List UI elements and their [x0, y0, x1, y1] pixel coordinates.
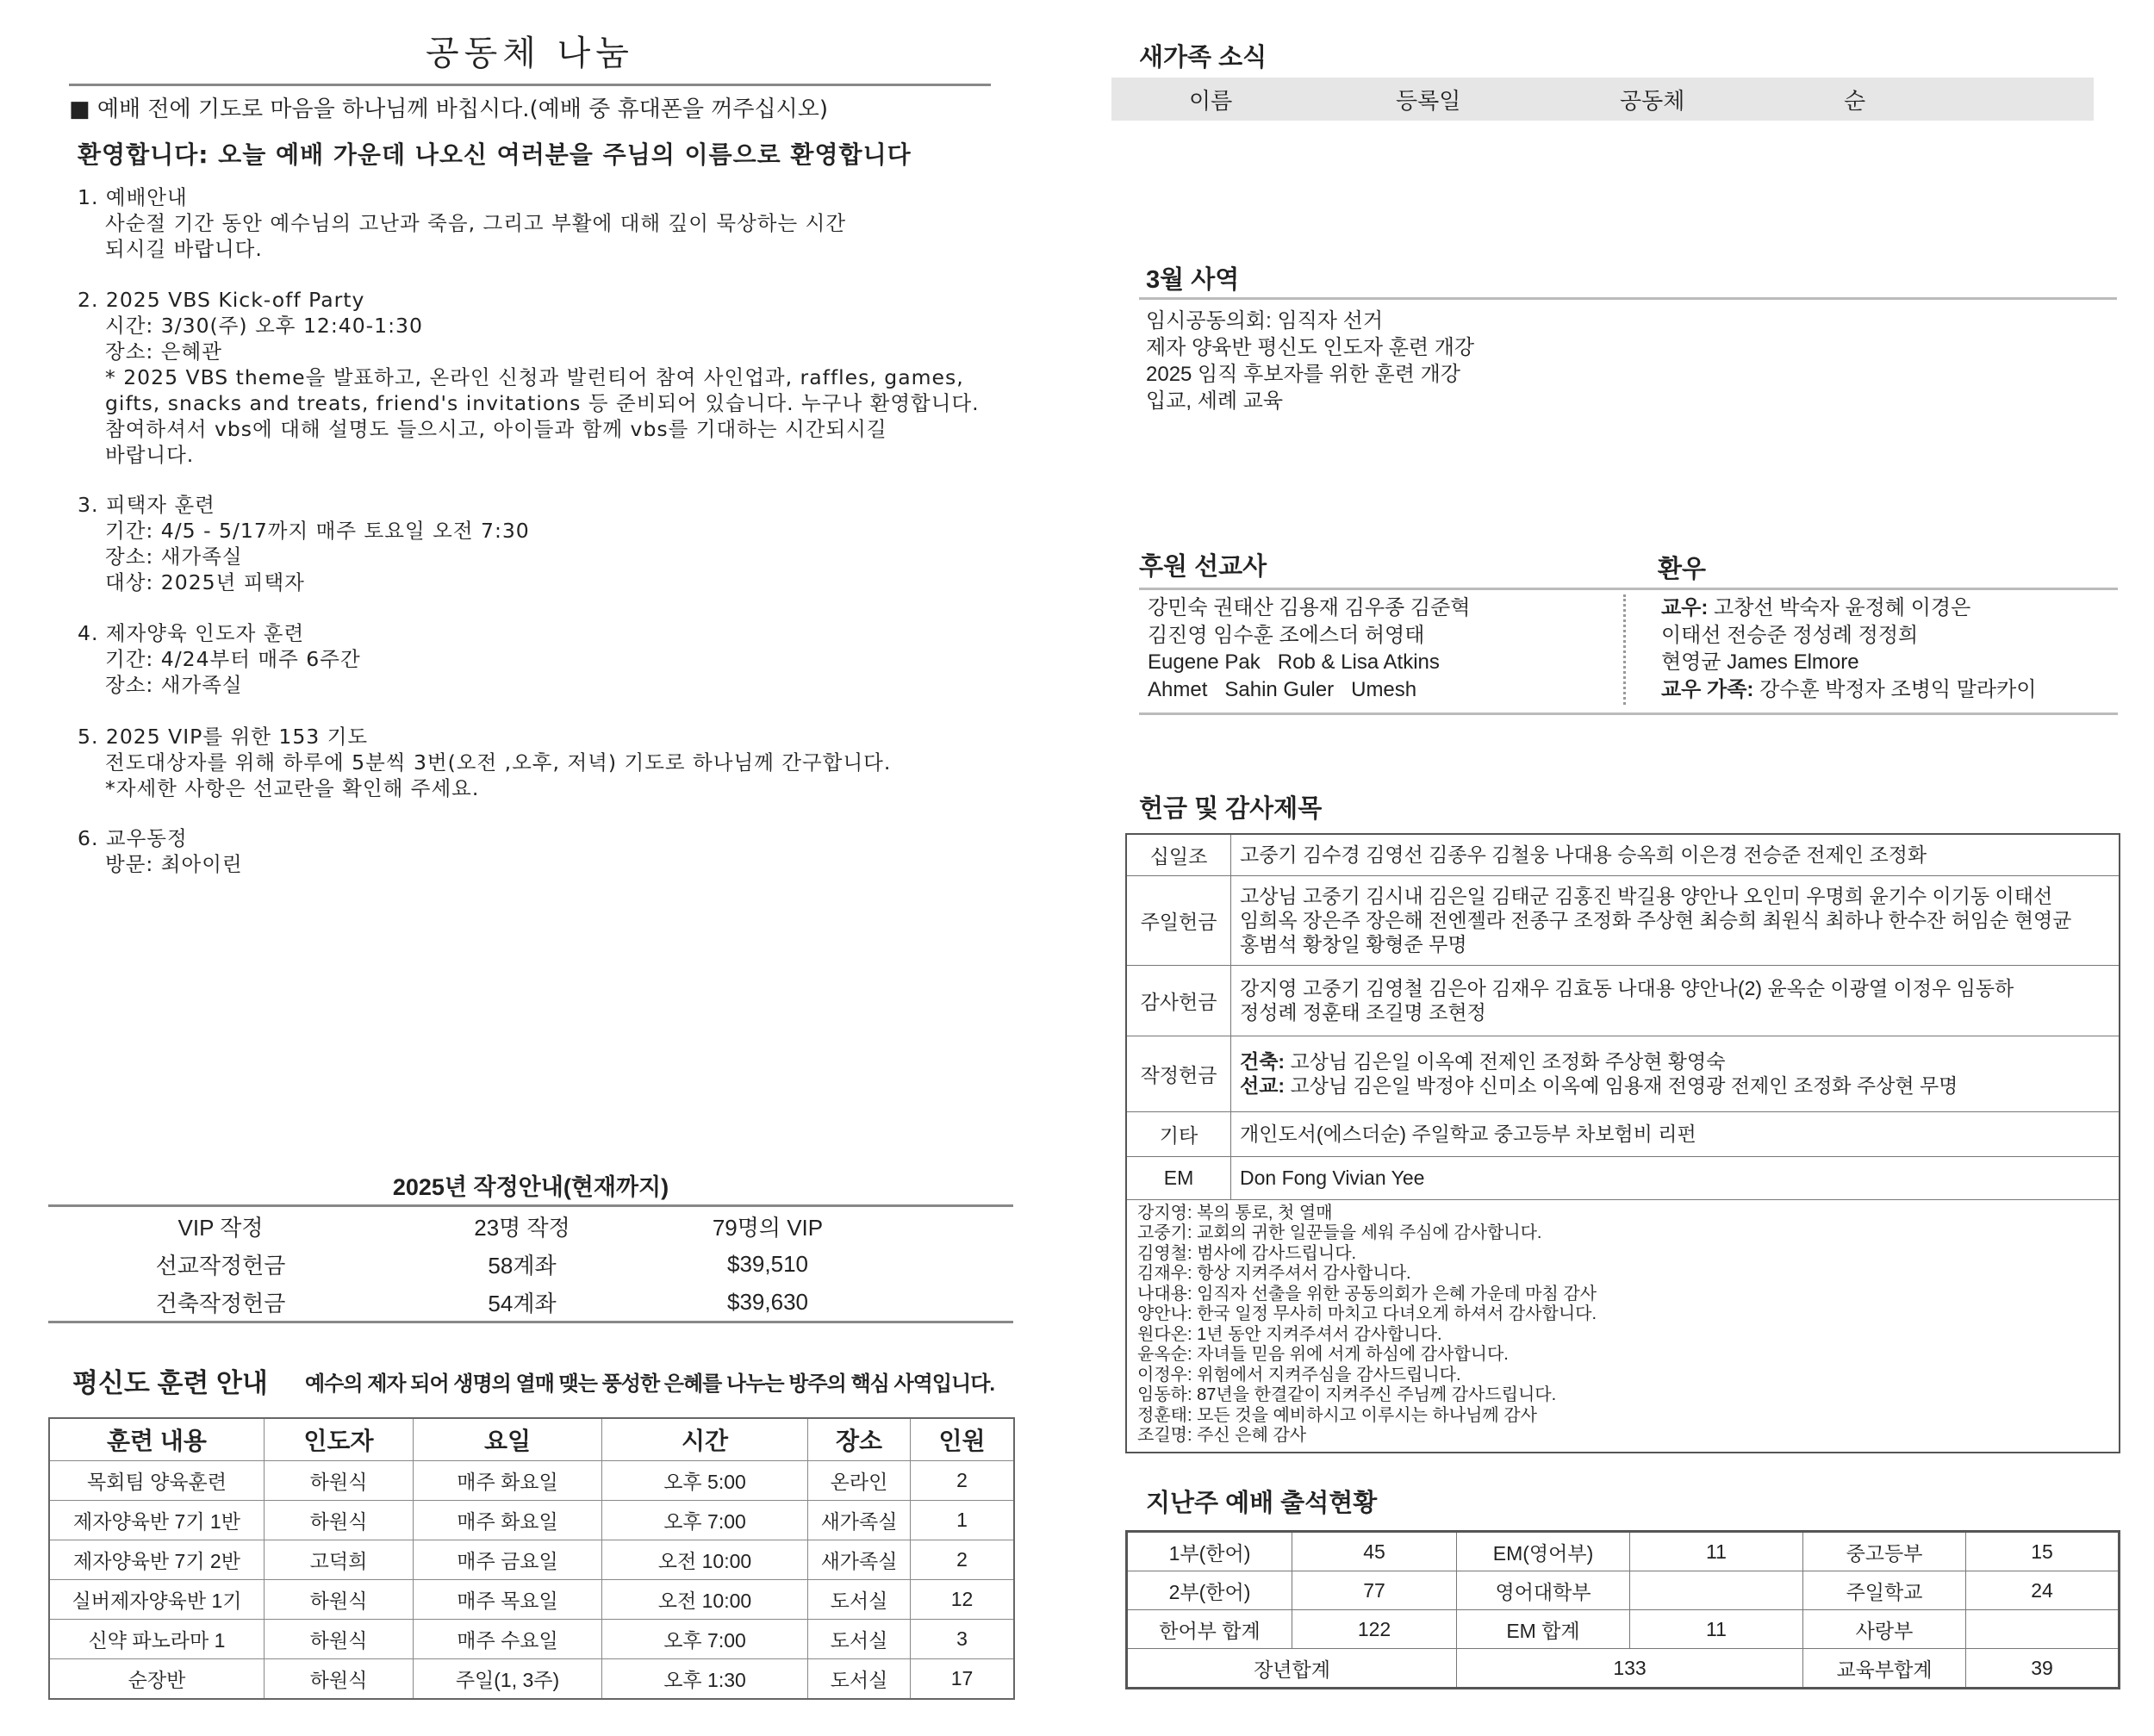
announcement-3: 3. 피택자 훈련 기간: 4/5 - 5/17까지 매주 토요일 오전 7:30 장소: 새가족실 대상: 2025년 피택자 — [78, 493, 530, 594]
table-row: 실버제자양육반 1기 하원식 매주 목요일 오전 10:00 도서실 12 — [49, 1580, 1014, 1620]
training-subtitle: 예수의 제자 되어 생명의 열매 맺는 풍성한 은혜를 나누는 방주의 핵심 사역입니다. — [305, 1372, 995, 1396]
table-row: 한어부 합계 122 EM 합계 11 사랑부 — [1127, 1610, 2120, 1649]
new-family-title: 새가족 소식 — [1139, 44, 1267, 72]
table-row: EM Don Fong Vivian Yee — [1126, 1156, 2120, 1199]
offerings-title: 헌금 및 감사제목 — [1139, 795, 1323, 823]
attendance-table — [1125, 1530, 2120, 1689]
table-row: 제자양육반 7기 1반 하원식 매주 화요일 오후 7:00 새가족실 1 — [49, 1501, 1014, 1540]
table-row: 제자양육반 7기 2반 고덕희 매주 금요일 오전 10:00 새가족실 2 — [49, 1540, 1014, 1580]
table-row: 2부(한어) 77 영어대학부 주일학교 24 — [1127, 1571, 2120, 1610]
table-row: 감사헌금 강지영 고중기 김영철 김은아 김재우 김효동 나대용 양안나(2) 윤옥순 이광열 이정우 임동하 정성례 정훈태 조길명 조현정 — [1126, 965, 2120, 1036]
table-row: 목회팀 양육훈련 하원식 매주 화요일 오후 5:00 온라인 2 — [49, 1461, 1014, 1501]
table-row: 기타 개인도서(에스더순) 주일학교 중고등부 차보험비 리펀 — [1126, 1111, 2120, 1156]
page-title: 공동체 나눔 — [69, 26, 991, 86]
announcement-5: 5. 2025 VIP를 위한 153 기도 전도대상자를 위해 하루에 5분씩 3번(오전 ,오후, 저녁) 기도로 하나님께 간구합니다. *자세한 사항은 선교란을 확인해 주세요. — [78, 725, 892, 800]
table-row: 십일조 고중기 김수경 김영선 김종우 김철웅 나대용 승옥희 이은경 전승준 전제인 조정화 — [1126, 834, 2120, 875]
table-row: 신약 파노라마 1 하원식 매주 수요일 오후 7:00 도서실 3 — [49, 1620, 1014, 1659]
march-ministry-list: 임시공동의회: 임직자 선거 제자 양육반 평신도 인도자 훈련 개강 2025 임직 후보자를 위한 훈련 개강 입교, 세례 교육 — [1146, 309, 1475, 413]
missionaries-list: 강민숙 권태산 김용재 김우종 김준혁 김진영 임수훈 조에스더 허영태 Eugene Pak Rob & Lisa Atkins Ahmet Sahin Guler Umesh — [1148, 596, 1471, 701]
patients-title: 환우 — [1658, 556, 1707, 583]
pledge-row: VIP 작정 23명 작정 79명의 VIP — [177, 1214, 824, 1241]
table-row: 장년합계 133 교육부합계 39 — [1127, 1649, 2120, 1689]
announcement-4: 4. 제자양육 인도자 훈련 기간: 4/24부터 매주 6주간 장소: 새가족실 — [78, 621, 361, 697]
divider — [1139, 297, 2117, 300]
march-ministry-title: 3월 사역 — [1146, 266, 1240, 294]
worship-notice: ■ 예배 전에 기도로 마음을 하나님께 바칩시다.(예배 중 휴대폰을 꺼주십시오) — [69, 96, 828, 122]
announcement-2: 2. 2025 VBS Kick-off Party 시간: 3/30(주) 오후 12:40-1:30 장소: 은혜관 * 2025 VBS theme을 발표하고, 온라인 신청과 발런티어 참여 사인업과, raffles, games, gifts, snacks and treats, friend's invitations 등 준비되어 있습니다. 누구나 환영합니다. 참여하셔서 vbs에 대해 설명도 들으시고, 아이들과 함께 vbs를 기대하는 시간되시길 바랍니다. — [78, 288, 980, 467]
announcement-6: 6. 교우동정 방문: 최아이린 — [78, 826, 243, 876]
table-row: 주일헌금 고상님 고중기 김시내 김은일 김태군 김홍진 박길용 양안나 오인미 우명희 윤기수 이기동 이태선 임희옥 장은주 장은해 전엔젤라 전종구 조정화 주상현 최승희 최원식 최하나 한수잔 허임순 현영균 홍범석 황창일 황형준 무명 — [1126, 875, 2120, 965]
pledge-row: 선교작정헌금 58계좌 $39,510 — [155, 1250, 808, 1279]
thanks-notes-row: 강지영: 복의 통로, 첫 열매 고중기: 교회의 귀한 일꾼들을 세워 주심에 감사합니다. 김영철: 범사에 감사드립니다. 김재우: 항상 지켜주셔서 감사합니다. 나대용: 임직자 선출을 위한 공동의회가 은혜 가운데 마침 감사 양안나: 한국 일정 무사히 마치고 다녀오게 하셔서 감사합니다. 원다온: 1년 동안 지켜주셔서 감사합니다. 윤옥순: 자녀들 믿음 위에 서게 하심에 감사합니다. 이정우: 위험에서 지켜주심을 감사드립니다. 임동하: 87년을 한결같이 지켜주신 주님께 감사드립니다. 정훈태: 모든 것을 예비하시고 이루시는 하나님께 감사 조길명: 주신 은혜 감사 — [1126, 1199, 2120, 1453]
table-row: 작정헌금 건축: 고상님 김은일 이옥예 전제인 조정화 주상현 황영숙 선교: 고상님 김은일 박정야 신미소 이옥예 임용재 전영광 전제인 조정화 주상현 무명 — [1126, 1036, 2120, 1111]
announcement-1: 1. 예배안내 사순절 기간 동안 예수님의 고난과 죽음, 그리고 부활에 대해 깊이 묵상하는 시간 되시길 바랍니다. — [78, 185, 847, 261]
welcome-message: 환영합니다: 오늘 예배 가운데 나오신 여러분을 주님의 이름으로 환영합니다 — [78, 140, 912, 169]
patients-list: 교우: 고창선 박숙자 윤정혜 이경은 이태선 전승준 정성례 정정희 현영균 James Elmore 교우 가족: 강수훈 박정자 조병익 말라카이 — [1661, 596, 2037, 701]
new-family-header: 이름 등록일 공동체 순 — [1111, 78, 2094, 121]
pledge-table — [48, 1204, 1013, 1323]
missionaries-title: 후원 선교사 — [1139, 553, 1267, 581]
attendance-title: 지난주 예배 출석현황 — [1146, 1490, 1378, 1517]
table-row: 1부(한어) 45 EM(영어부) 11 중고등부 15 — [1127, 1532, 2120, 1571]
offerings-table — [1125, 833, 2120, 1453]
training-table — [48, 1417, 1015, 1700]
training-title: 평신도 훈련 안내 — [72, 1368, 268, 1398]
pledge-row: 건축작정헌금 54계좌 $39,630 — [155, 1288, 808, 1316]
divider — [1623, 594, 1626, 705]
training-header-row: 훈련 내용 인도자 요일 시간 장소 인원 — [49, 1418, 1014, 1461]
table-row: 순장반 하원식 주일(1, 3주) 오후 1:30 도서실 17 — [49, 1659, 1014, 1700]
pledge-title: 2025년 작정안내(현재까지) — [392, 1174, 669, 1200]
